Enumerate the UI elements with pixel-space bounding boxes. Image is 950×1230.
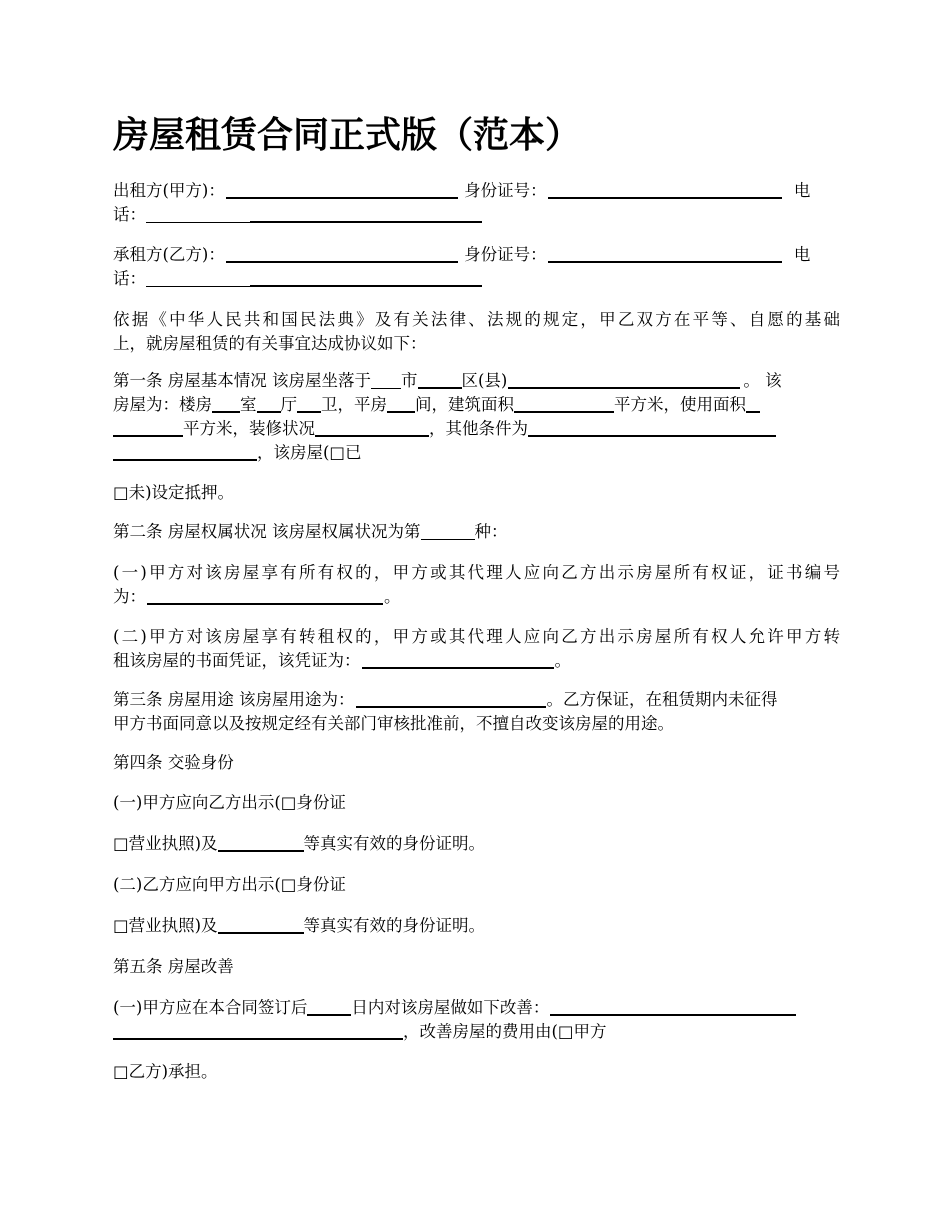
art1-city-blank (371, 371, 401, 389)
art1-building-label: 房屋为：楼房 (113, 395, 212, 414)
art1-room-label: 室 (240, 395, 257, 414)
art3-text: 第三条 房屋用途 该房屋用途为： (113, 690, 355, 709)
party-b-name-blank (226, 244, 458, 263)
party-b-id-label: 身份证号： (464, 245, 547, 264)
article-2 (113, 520, 840, 544)
party-a-id-blank (548, 180, 782, 199)
party-a-tel-label: 电 (793, 181, 811, 200)
art1-bath-blank (297, 394, 321, 413)
art2-item2-line1: (二)甲方对该房屋享有转租权的，甲方或其代理人应向乙方出示房屋所有权人允许甲方转 (113, 627, 840, 646)
art3-usage-blank (356, 689, 546, 708)
art1-mortgage-cont (113, 481, 840, 505)
party-b-tel-blank-2 (250, 268, 482, 287)
art1-area-label: 间，建筑面积 (415, 395, 514, 414)
art5-improve-blank-a (550, 997, 796, 1016)
art3-guarantee: 。乙方保证，在租赁期内未征得 (546, 690, 778, 709)
art4-item2-license: □营业执照)及 (113, 916, 218, 935)
art5-item1-text: (一)甲方应在本合同签订后 (113, 998, 308, 1017)
art1-hall-label: 厅 (280, 395, 297, 414)
art4-item-2 (113, 873, 840, 897)
art2-item1-line2: 为： (113, 587, 146, 606)
art1-hall-blank (257, 394, 281, 413)
party-a-block (113, 179, 840, 227)
art4-item1-blank (218, 833, 304, 852)
intro-line-2: 上，就房屋租赁的有关事宜达成协议如下： (113, 334, 427, 353)
art2-item1-line1: (一)甲方对该房屋享有所有权的，甲方或其代理人应向乙方出示房屋所有权证，证书编号 (113, 563, 840, 582)
art1-bath-label: 卫，平房 (321, 395, 387, 414)
art1-other-label: ，其他条件为 (429, 419, 528, 438)
art4-item2-blank (218, 915, 304, 934)
party-a-tel-label-cont: 话： (113, 205, 146, 224)
art1-decor-blank (315, 418, 429, 437)
art1-mortgage-text: ，该房屋(□已 (257, 443, 362, 462)
art1-district-blank (418, 370, 462, 389)
art1-mortgage-line: □未)设定抵押。 (113, 483, 235, 502)
party-a-id-label: 身份证号： (464, 181, 547, 200)
art2-item1-end: 。 (384, 587, 401, 606)
party-a-tel-blank-2 (250, 204, 482, 223)
art2-cert-number-blank (147, 586, 383, 605)
art2-item-1 (113, 561, 840, 609)
article-5-heading (113, 955, 840, 979)
art5-item-1 (113, 996, 840, 1044)
art4-item1-end: 等真实有效的身份证明。 (303, 834, 486, 853)
art1-city-label: 市 (401, 371, 418, 390)
art1-address-blank (508, 370, 740, 389)
art2-voucher-blank (362, 650, 554, 669)
art2-item2-line2: 租该房屋的书面凭证，该凭证为： (113, 651, 361, 670)
art1-district-label: 区(县) (461, 371, 508, 390)
art1-usable-area-blank-a (746, 394, 760, 413)
art4-item2-end: 等真实有效的身份证明。 (303, 916, 486, 935)
art4-item-1-cont (113, 832, 840, 856)
party-a-name-blank (226, 180, 458, 199)
intro-paragraph (113, 308, 840, 356)
art1-decor-label: 平方米，装修状况 (183, 419, 315, 438)
art5-improve-blank-b (113, 1021, 403, 1040)
art2-type-blank (421, 522, 475, 540)
art5-days-blank (307, 997, 351, 1016)
art2-item-2 (113, 625, 840, 673)
art2-item2-end: 。 (554, 651, 571, 670)
party-b-label: 承租方(乙方)： (113, 245, 225, 264)
art4-item1-license: □营业执照)及 (113, 834, 218, 853)
art2-type-label: 种： (474, 522, 508, 541)
art4-item1-line: (一)甲方应向乙方出示(□身份证 (113, 793, 346, 812)
art5-cost-end: □乙方)承担。 (113, 1062, 218, 1081)
party-b-id-blank (548, 244, 782, 263)
art1-usable-area-label: 平方米，使用面积 (614, 395, 746, 414)
party-b-tel-blank-1 (146, 269, 250, 287)
art5-item-1-cont (113, 1060, 840, 1084)
party-b-tel-label: 电 (793, 245, 811, 264)
art4-item2-line: (二)乙方应向甲方出示(□身份证 (113, 875, 346, 894)
art1-period: 。 该 (743, 371, 782, 390)
art2-text: 第二条 房屋权属状况 该房屋权属状况为第 (113, 522, 421, 541)
art5-cost-text: ，改善房屋的费用由(□甲方 (403, 1022, 607, 1041)
art5-heading: 第五条 房屋改善 (113, 957, 234, 976)
party-b-block (113, 243, 840, 291)
art1-area-blank (514, 394, 614, 413)
art5-improve-label: 日内对该房屋做如下改善： (351, 998, 550, 1017)
art1-text: 第一条 房屋基本情况 该房屋坐落于 (113, 371, 371, 390)
article-1 (113, 369, 840, 465)
party-a-label: 出租方(甲方)： (113, 181, 225, 200)
party-a-tel-blank-1 (146, 205, 250, 223)
art4-item-1 (113, 791, 840, 815)
art1-other-blank-a (528, 418, 776, 437)
art4-item-2-cont (113, 914, 840, 938)
art3-line2: 甲方书面同意以及按规定经有关部门审核批准前，不擅自改变该房屋的用途。 (113, 714, 674, 733)
article-4-heading (113, 751, 840, 775)
art1-other-blank-b (113, 442, 257, 461)
intro-line-1: 依据《中华人民共和国民法典》及有关法律、法规的规定，甲乙双方在平等、自愿的基础 (113, 310, 840, 329)
art1-bungalow-blank (387, 394, 415, 413)
art4-heading: 第四条 交验身份 (113, 753, 234, 772)
article-3 (113, 688, 840, 736)
party-b-tel-label-cont: 话： (113, 269, 146, 288)
art1-room-blank (212, 394, 240, 413)
page-title: 房屋租赁合同正式版（范本） (113, 115, 582, 156)
art1-usable-area-blank-b (113, 418, 183, 437)
